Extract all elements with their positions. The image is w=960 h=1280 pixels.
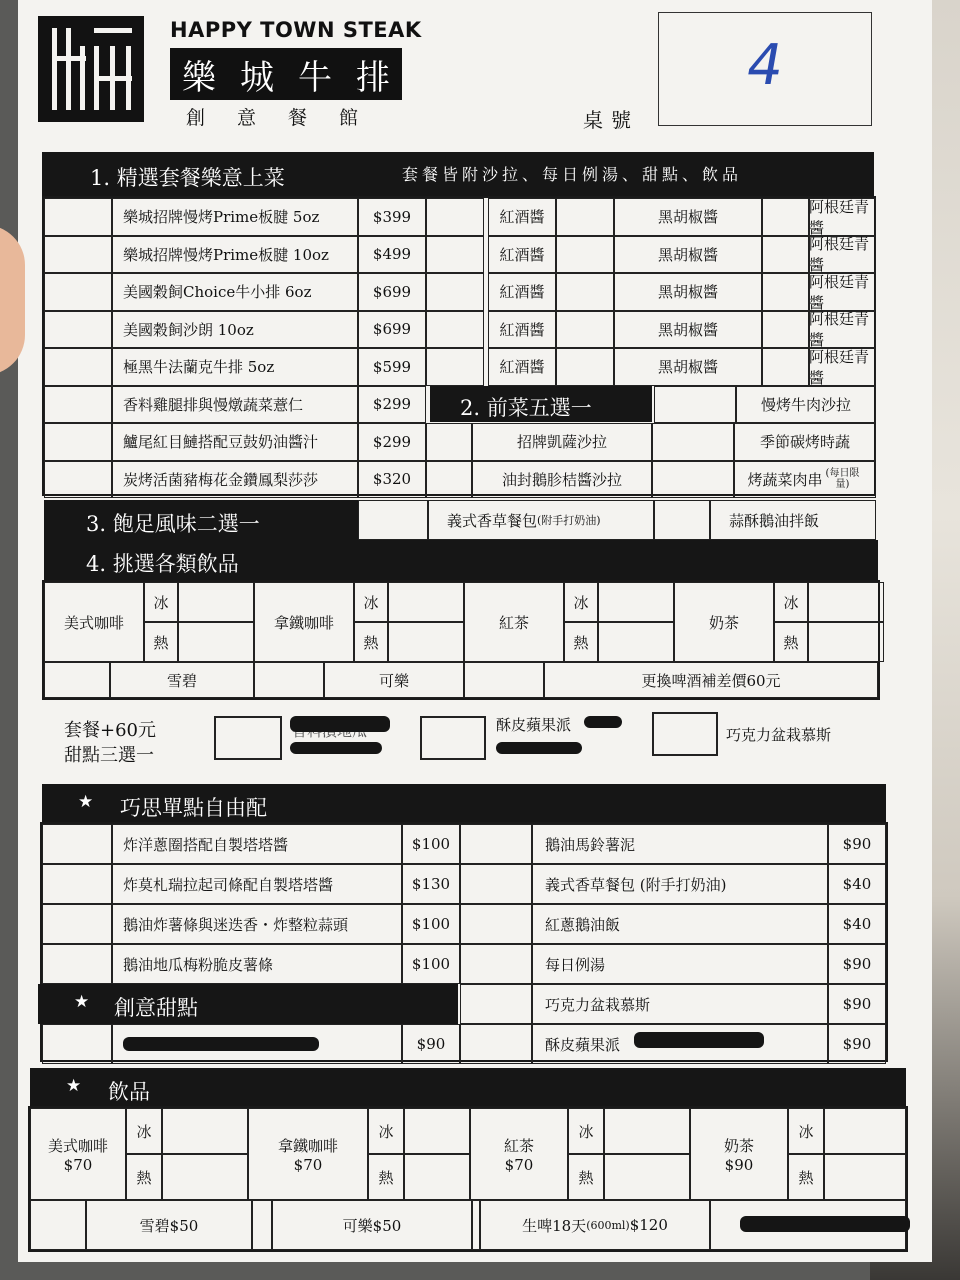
redaction-mark <box>584 716 622 728</box>
price-label: $90 <box>842 1035 872 1053</box>
alacarte-item-label: 酥皮蘋果派 <box>545 1035 621 1054</box>
ice-checkbox[interactable] <box>604 1108 690 1154</box>
sauce-checkbox[interactable] <box>426 236 484 274</box>
price-label: $299 <box>372 432 412 451</box>
star-icon: ★ <box>74 992 90 1012</box>
section2-header <box>430 386 652 422</box>
brand-char: 城 <box>240 57 274 98</box>
appetizer-checkbox[interactable] <box>652 461 734 499</box>
hot-option[interactable] <box>788 1154 824 1200</box>
sauce-label: 阿根廷青醬 <box>809 347 870 387</box>
menu-item-name <box>112 198 358 236</box>
sauce-checkbox[interactable] <box>762 348 810 386</box>
menu-item-checkbox[interactable] <box>44 236 112 274</box>
appetizer-option <box>472 461 652 499</box>
menu-item-checkbox[interactable] <box>44 311 112 349</box>
redaction-mark <box>290 742 382 754</box>
section4-table <box>42 580 880 700</box>
dessert-item-price <box>402 1024 460 1064</box>
sauce-label: 黑胡椒醬 <box>657 358 718 377</box>
sauce-option <box>808 348 876 386</box>
appetizer-option <box>472 423 652 461</box>
drinks-table <box>28 1106 908 1252</box>
drink-checkbox[interactable] <box>472 1200 480 1250</box>
dessert-item-name <box>112 1024 402 1064</box>
dessert-checkbox[interactable] <box>42 1024 112 1064</box>
appetizer-note: (每日限量) <box>825 468 860 491</box>
redaction-mark <box>496 742 582 754</box>
sauce-checkbox[interactable] <box>556 198 614 236</box>
price-label: $699 <box>372 282 412 301</box>
sauce-checkbox[interactable] <box>556 311 614 349</box>
hot-option[interactable] <box>354 622 388 662</box>
drinks-title: 飲品 <box>108 1080 150 1104</box>
menu-item-name <box>112 348 358 386</box>
alacarte-item-label: 巧克力盆栽慕斯 <box>545 995 651 1014</box>
menu-item-name <box>112 273 358 311</box>
menu-item-checkbox[interactable] <box>44 386 112 424</box>
dessert-set-option-2: 酥皮蘋果派 <box>496 716 572 734</box>
hot-checkbox[interactable] <box>604 1154 690 1200</box>
dessert-title: 創意甜點 <box>114 996 198 1020</box>
price-label: $299 <box>372 395 412 414</box>
sauce-label: 阿根廷青醬 <box>809 310 870 350</box>
hot-checkbox[interactable] <box>808 622 884 662</box>
drinks-header <box>30 1068 906 1108</box>
price-label: $90 <box>416 1035 446 1053</box>
ice-label: 冰 <box>378 1122 394 1141</box>
hot-label: 熱 <box>153 633 169 652</box>
ice-option[interactable] <box>368 1108 404 1154</box>
drink-label: 可樂 <box>378 671 409 690</box>
appetizer-label: 油封鵝胗桔醬沙拉 <box>501 470 622 489</box>
dessert-set-price: 套餐+60元 <box>64 720 156 741</box>
drink-label: 奶茶 <box>723 1136 754 1155</box>
rice-label: 蒜酥鵝油拌飯 <box>729 511 820 530</box>
ice-checkbox[interactable] <box>598 582 674 622</box>
alacarte-item-label: 義式香草餐包 (附手打奶油) <box>545 875 727 894</box>
ice-checkbox[interactable] <box>808 582 884 622</box>
menu-item-price <box>358 461 426 499</box>
alacarte-item-label: 鵝油地瓜梅粉脆皮薯條 <box>123 955 274 974</box>
price-label: $100 <box>411 955 451 973</box>
drink-name <box>690 1108 788 1200</box>
table-number-box[interactable] <box>658 12 872 126</box>
hot-checkbox[interactable] <box>162 1154 248 1200</box>
section1-title: 1. 精選套餐樂意上菜 <box>90 166 285 190</box>
alacarte-checkbox[interactable] <box>460 1024 532 1064</box>
sauce-label: 黑胡椒醬 <box>657 245 718 264</box>
appetizer-label: 招牌凱薩沙拉 <box>516 433 607 452</box>
drink-checkbox[interactable] <box>464 662 544 698</box>
alacarte-item-price <box>402 904 460 944</box>
hot-option[interactable] <box>774 622 808 662</box>
drink-price: $120 <box>629 1216 668 1234</box>
ice-label: 冰 <box>578 1122 594 1141</box>
price-label: $320 <box>372 470 412 489</box>
redaction-mark <box>740 1216 910 1232</box>
ice-label: 冰 <box>798 1122 814 1141</box>
drink-price: $70 <box>63 1155 93 1174</box>
drink-label: 雪碧$50 <box>139 1216 199 1235</box>
brand-char: 排 <box>356 57 390 98</box>
drink-label: 美式咖啡 <box>47 1136 108 1155</box>
redaction-mark <box>123 1037 319 1051</box>
ice-option[interactable] <box>126 1108 162 1154</box>
alacarte-item-label: 炸洋蔥圈搭配自製塔塔醬 <box>123 835 289 854</box>
ice-label: 冰 <box>783 593 799 612</box>
section3-option-2[interactable] <box>710 500 876 540</box>
section3-header <box>44 500 358 540</box>
price-label: $399 <box>372 207 412 226</box>
sauce-option <box>488 348 556 386</box>
dessert-set-instruction: 甜點三選一 <box>64 745 154 766</box>
alacarte-item-label: 鵝油炸薯條與迷迭香・炸整粒蒜頭 <box>123 915 349 934</box>
sauce-checkbox[interactable] <box>762 198 810 236</box>
alacarte-item-name <box>112 864 402 904</box>
sauce-option <box>808 236 876 274</box>
sauce-checkbox[interactable] <box>556 236 614 274</box>
menu-item-label: 香料雞腿排與慢燉蔬菜薏仁 <box>123 395 304 414</box>
hot-label: 熱 <box>363 633 379 652</box>
section1-header <box>42 152 874 196</box>
sauce-checkbox[interactable] <box>762 273 810 311</box>
redaction-mark <box>634 1032 764 1048</box>
section4-title: 4. 挑選各類飲品 <box>86 552 239 576</box>
bread-label: 義式香草餐包 <box>447 511 538 530</box>
drink-label: 拿鐵咖啡 <box>273 613 334 632</box>
ice-label: 冰 <box>363 593 379 612</box>
sauce-option <box>808 273 876 311</box>
alacarte-item-price <box>402 824 460 864</box>
alacarte-item-name <box>532 944 828 984</box>
drink-label: 雪碧 <box>166 671 197 690</box>
menu-item-checkbox[interactable] <box>44 348 112 386</box>
drink-option <box>544 662 878 698</box>
sauce-checkbox[interactable] <box>556 348 614 386</box>
ice-label: 冰 <box>573 593 589 612</box>
drink-price: $70 <box>293 1155 323 1174</box>
alacarte-item-name <box>112 824 402 864</box>
hot-option[interactable] <box>564 622 598 662</box>
ice-label: 冰 <box>136 1122 152 1141</box>
alacarte-item-price <box>828 864 886 904</box>
star-icon: ★ <box>78 792 94 812</box>
ice-option[interactable] <box>144 582 178 622</box>
brand-char: 牛 <box>298 57 332 98</box>
menu-item-price <box>358 423 426 461</box>
drink-option <box>480 1200 710 1250</box>
menu-item-price <box>358 386 426 424</box>
ice-checkbox[interactable] <box>162 1108 248 1154</box>
drink-price: $90 <box>724 1155 754 1174</box>
sauce-checkbox[interactable] <box>426 198 484 236</box>
alacarte-checkbox[interactable] <box>42 824 112 864</box>
sauce-option <box>614 236 762 274</box>
star-icon: ★ <box>66 1076 82 1096</box>
appetizer-label: 慢烤牛肉沙拉 <box>760 395 851 414</box>
hot-label: 熱 <box>378 1168 394 1187</box>
ice-option[interactable] <box>774 582 808 622</box>
drink-option <box>272 1200 472 1250</box>
hot-checkbox[interactable] <box>598 622 674 662</box>
appetizer-option <box>734 461 876 499</box>
drink-checkbox[interactable] <box>252 1200 272 1250</box>
sauce-option <box>614 311 762 349</box>
alacarte-item-name <box>112 904 402 944</box>
hot-option[interactable] <box>126 1154 162 1200</box>
appetizer-checkbox[interactable] <box>654 386 736 424</box>
alacarte-checkbox[interactable] <box>460 944 532 984</box>
price-label: $499 <box>372 245 412 264</box>
ice-option[interactable] <box>354 582 388 622</box>
sauce-checkbox[interactable] <box>426 273 484 311</box>
alacarte-item-label: 每日例湯 <box>545 955 606 974</box>
hot-option[interactable] <box>368 1154 404 1200</box>
brand-name-en: HAPPY TOWN STEAK <box>170 18 422 42</box>
drink-checkbox[interactable] <box>44 662 110 698</box>
sauce-label: 黑胡椒醬 <box>657 320 718 339</box>
hot-checkbox[interactable] <box>388 622 464 662</box>
hot-checkbox[interactable] <box>178 622 254 662</box>
alacarte-checkbox[interactable] <box>42 944 112 984</box>
hot-option[interactable] <box>144 622 178 662</box>
drink-label: 美式咖啡 <box>63 613 124 632</box>
menu-item-label: 鱸尾紅目鰱搭配豆鼓奶油醬汁 <box>123 433 319 452</box>
drink-checkbox[interactable] <box>254 662 324 698</box>
drink-name <box>470 1108 568 1200</box>
brand-char: 樂 <box>182 57 216 98</box>
drink-name <box>248 1108 368 1200</box>
hot-option[interactable] <box>568 1154 604 1200</box>
drink-option <box>324 662 464 698</box>
drink-label: 拿鐵咖啡 <box>277 1136 338 1155</box>
ice-option[interactable] <box>564 582 598 622</box>
alacarte-title: 巧思單點自由配 <box>120 796 267 820</box>
sauce-option <box>488 198 556 236</box>
ice-label: 冰 <box>153 593 169 612</box>
alacarte-item-price <box>828 1024 886 1064</box>
alacarte-item-name <box>532 904 828 944</box>
appetizer-option <box>736 386 876 424</box>
menu-item-price <box>358 348 426 386</box>
alacarte-item-name <box>112 944 402 984</box>
menu-item-label: 樂城招牌慢烤Prime板腱 10oz <box>123 245 329 264</box>
section3-checkbox-2[interactable] <box>654 500 710 540</box>
dessert-header <box>38 984 458 1024</box>
section3-checkbox-1[interactable] <box>358 500 428 540</box>
hot-checkbox[interactable] <box>404 1154 470 1200</box>
price-label: $90 <box>842 995 872 1013</box>
sauce-option <box>488 273 556 311</box>
alacarte-checkbox[interactable] <box>460 904 532 944</box>
ice-option[interactable] <box>788 1108 824 1154</box>
menu-item-checkbox[interactable] <box>44 273 112 311</box>
menu-item-price <box>358 273 426 311</box>
sauce-checkbox[interactable] <box>426 348 484 386</box>
sauce-checkbox[interactable] <box>556 273 614 311</box>
sauce-label: 阿根廷青醬 <box>809 197 870 237</box>
dessert-set-checkbox-1[interactable] <box>214 716 282 760</box>
sauce-option <box>614 348 762 386</box>
hot-label: 熱 <box>578 1168 594 1187</box>
sauce-checkbox[interactable] <box>426 311 484 349</box>
alacarte-item-label: 紅蔥鵝油飯 <box>545 915 621 934</box>
drink-name <box>254 582 354 662</box>
alacarte-checkbox[interactable] <box>460 824 532 864</box>
drink-option <box>110 662 254 698</box>
alacarte-item-name <box>532 984 828 1024</box>
drink-label: 生啤18天 <box>522 1216 587 1235</box>
menu-item-checkbox[interactable] <box>44 423 112 461</box>
menu-item-label: 美國穀飼沙朗 10oz <box>123 320 254 339</box>
sauce-label: 紅酒醬 <box>499 283 545 302</box>
sauce-label: 紅酒醬 <box>499 245 545 264</box>
sauce-option <box>808 198 876 236</box>
sauce-option <box>614 198 762 236</box>
alacarte-item-price <box>828 984 886 1024</box>
brand-subtitle: 創意餐館 <box>186 107 391 129</box>
drink-option <box>86 1200 252 1250</box>
sauce-option <box>488 236 556 274</box>
menu-item-name <box>112 423 358 461</box>
menu-item-label: 極黑牛法蘭克牛排 5oz <box>123 358 275 377</box>
sauce-label: 黑胡椒醬 <box>657 283 718 302</box>
drink-name <box>464 582 564 662</box>
appetizer-label: 季節碳烤時蔬 <box>759 433 850 452</box>
sauce-label: 阿根廷青醬 <box>809 272 870 312</box>
menu-item-name <box>112 386 358 424</box>
alacarte-item-name <box>532 824 828 864</box>
menu-item-name <box>112 311 358 349</box>
drink-name <box>674 582 774 662</box>
dessert-set-checkbox-3[interactable] <box>652 712 718 756</box>
drink-label: 可樂$50 <box>342 1216 402 1235</box>
appetizer-checkbox[interactable] <box>426 423 472 461</box>
sauce-checkbox[interactable] <box>762 236 810 274</box>
alacarte-item-price <box>402 944 460 984</box>
sauce-checkbox[interactable] <box>762 311 810 349</box>
price-label: $90 <box>842 835 872 853</box>
drink-label: 紅茶 <box>503 1136 534 1155</box>
sauce-label: 紅酒醬 <box>499 358 545 377</box>
drink-checkbox[interactable] <box>30 1200 86 1250</box>
drink-label: 更換啤酒補差價60元 <box>641 671 781 690</box>
drink-label: 奶茶 <box>708 613 739 632</box>
drink-price: $70 <box>504 1155 534 1174</box>
drink-label: 紅茶 <box>498 613 529 632</box>
alacarte-item-price <box>828 904 886 944</box>
price-label: $90 <box>842 955 872 973</box>
menu-item-checkbox[interactable] <box>44 198 112 236</box>
sauce-label: 黑胡椒醬 <box>657 208 718 227</box>
table-number-value: 4 <box>741 33 789 98</box>
menu-item-name <box>112 461 358 499</box>
price-label: $40 <box>842 875 872 893</box>
menu-item-checkbox[interactable] <box>44 461 112 499</box>
hot-label: 熱 <box>783 633 799 652</box>
alacarte-item-label: 炸莫札瑞拉起司條配自製塔塔醬 <box>123 875 334 894</box>
menu-item-label: 樂城招牌慢烤Prime板腱 5oz <box>123 208 320 227</box>
alacarte-checkbox[interactable] <box>460 984 532 1024</box>
alacarte-item-price <box>828 824 886 864</box>
brand-logo <box>38 16 144 122</box>
appetizer-checkbox[interactable] <box>426 461 472 499</box>
menu-item-price <box>358 198 426 236</box>
price-label: $100 <box>411 835 451 853</box>
price-label: $599 <box>372 357 412 376</box>
sauce-label: 紅酒醬 <box>499 208 545 227</box>
redaction-mark <box>290 716 390 732</box>
ice-checkbox[interactable] <box>178 582 254 622</box>
alacarte-checkbox[interactable] <box>42 864 112 904</box>
price-label: $699 <box>372 320 412 339</box>
alacarte-item-name <box>532 864 828 904</box>
table-number-label: 桌號 <box>583 108 639 132</box>
alacarte-item-label: 鵝油馬鈴薯泥 <box>545 835 636 854</box>
price-label: $40 <box>842 915 872 933</box>
menu-item-label: 美國穀飼Choice牛小排 6oz <box>123 283 312 302</box>
drink-note: (600ml) <box>586 1218 630 1232</box>
section1-table <box>42 196 876 496</box>
hot-checkbox[interactable] <box>824 1154 906 1200</box>
sauce-label: 紅酒醬 <box>499 320 545 339</box>
alacarte-table <box>40 822 888 1062</box>
alacarte-checkbox[interactable] <box>460 864 532 904</box>
price-label: $100 <box>411 915 451 933</box>
alacarte-item-price <box>402 864 460 904</box>
menu-item-price <box>358 236 426 274</box>
ice-checkbox[interactable] <box>388 582 464 622</box>
price-label: $130 <box>411 875 451 893</box>
sauce-label: 阿根廷青醬 <box>809 235 870 275</box>
section4-header <box>44 540 878 580</box>
section2-title: 2. 前菜五選一 <box>460 396 592 420</box>
ice-checkbox[interactable] <box>404 1108 470 1154</box>
alacarte-header <box>42 784 886 824</box>
sauce-option <box>614 273 762 311</box>
sauce-option <box>808 311 876 349</box>
bread-note: (附手打奶油) <box>537 514 601 527</box>
appetizer-label: 烤蔬菜肉串 <box>747 470 823 489</box>
alacarte-checkbox[interactable] <box>42 904 112 944</box>
brand-name-zh <box>170 48 402 100</box>
appetizer-checkbox[interactable] <box>652 423 734 461</box>
drink-name <box>44 582 144 662</box>
hot-label: 熱 <box>798 1168 814 1187</box>
alacarte-item-price <box>828 944 886 984</box>
drink-name <box>30 1108 126 1200</box>
menu-item-price <box>358 311 426 349</box>
section3-option-1[interactable] <box>428 500 654 540</box>
section3-title: 3. 飽足風味二選一 <box>86 512 260 536</box>
hot-label: 熱 <box>573 633 589 652</box>
dessert-set-checkbox-2[interactable] <box>420 716 486 760</box>
menu-item-label: 炭烤活菌豬梅花金鑽鳳梨莎莎 <box>123 470 319 489</box>
menu-item-name <box>112 236 358 274</box>
dessert-set-option-3: 巧克力盆栽慕斯 <box>726 726 832 744</box>
appetizer-option <box>734 423 876 461</box>
hot-label: 熱 <box>136 1168 152 1187</box>
ice-option[interactable] <box>568 1108 604 1154</box>
sauce-option <box>488 311 556 349</box>
ice-checkbox[interactable] <box>824 1108 906 1154</box>
section1-note: 套餐皆附沙拉、每日例湯、甜點、飲品 <box>402 165 743 184</box>
